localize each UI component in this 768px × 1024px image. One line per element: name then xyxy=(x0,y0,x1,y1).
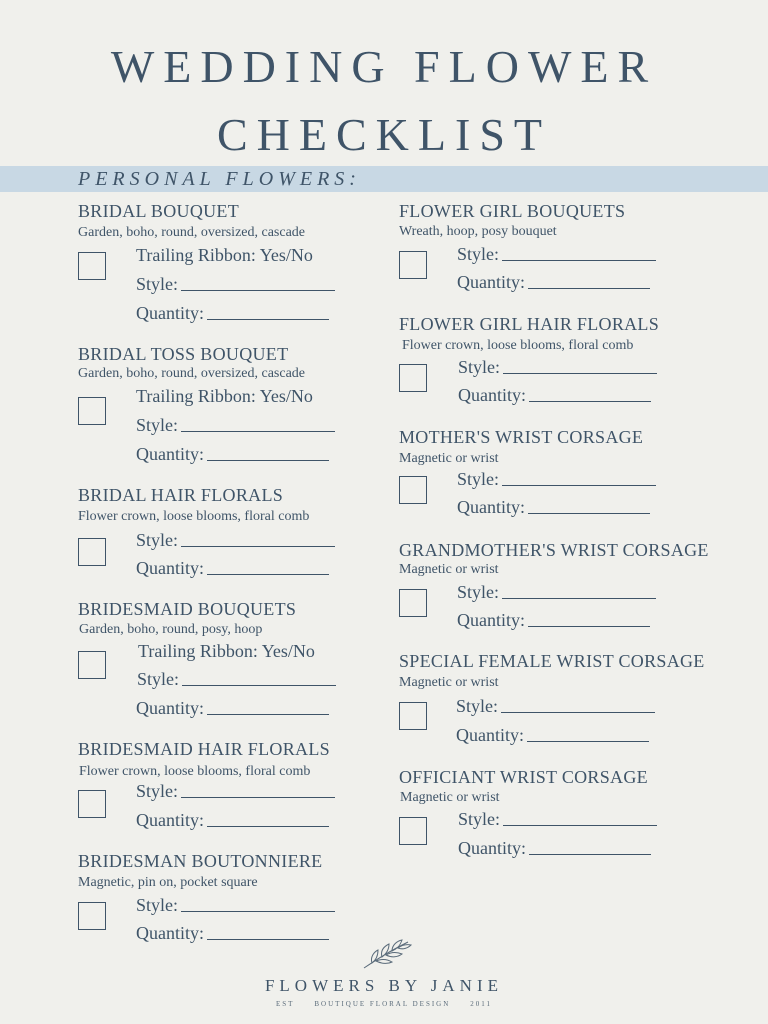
style-row: Style: xyxy=(458,358,657,376)
checkbox[interactable] xyxy=(78,538,106,566)
checkbox[interactable] xyxy=(78,902,106,930)
checkbox[interactable] xyxy=(399,476,427,504)
floral-sprig-icon xyxy=(358,936,414,972)
style-row: Style: xyxy=(136,275,335,293)
checklist-item-bridesmaid-bouquets xyxy=(78,599,315,718)
quantity-field[interactable] xyxy=(207,318,329,320)
checklist-item-mothers-wrist-corsage xyxy=(399,427,644,517)
style-row: Style: xyxy=(137,670,336,688)
quantity-row: Quantity: xyxy=(458,386,651,404)
checkbox[interactable] xyxy=(78,397,106,425)
quantity-row: Quantity: xyxy=(136,304,329,322)
style-row: Style: xyxy=(457,245,656,263)
quantity-field[interactable] xyxy=(529,400,651,402)
checklist-item-grandmothers-wrist-corsage xyxy=(399,540,709,630)
quantity-row: Quantity: xyxy=(136,559,329,577)
quantity-row: Quantity: xyxy=(457,273,650,291)
item-heading: BRIDESMAN BOUTONNIERE xyxy=(78,851,323,871)
style-field[interactable] xyxy=(182,684,336,686)
style-field[interactable] xyxy=(501,711,655,713)
item-description: Garden, boho, round, posy, hoop xyxy=(79,622,263,637)
quantity-field[interactable] xyxy=(207,459,329,461)
trailing-ribbon-row: Trailing Ribbon: Yes/No xyxy=(136,386,313,406)
checkbox[interactable] xyxy=(78,252,106,280)
style-field[interactable] xyxy=(503,372,657,374)
checklist-item-officiant-wrist-corsage xyxy=(399,767,648,858)
style-field[interactable] xyxy=(181,796,335,798)
quantity-field[interactable] xyxy=(528,625,650,627)
style-field[interactable] xyxy=(503,824,657,826)
section-title: PERSONAL FLOWERS: xyxy=(78,168,361,190)
style-field[interactable] xyxy=(181,430,335,432)
item-description: Garden, boho, round, oversized, cascade xyxy=(78,366,306,381)
checklist-item-bridal-hair-florals xyxy=(78,485,310,578)
quantity-field[interactable] xyxy=(529,853,651,855)
item-description: Magnetic or wrist xyxy=(399,451,499,466)
checkbox[interactable] xyxy=(399,251,427,279)
trailing-ribbon-row: Trailing Ribbon: Yes/No xyxy=(138,641,315,661)
quantity-row: Quantity: xyxy=(136,924,329,942)
item-heading: BRIDESMAID HAIR FLORALS xyxy=(78,739,330,759)
item-description: Magnetic or wrist xyxy=(399,562,499,577)
section-band xyxy=(0,166,768,192)
quantity-field[interactable] xyxy=(528,287,650,289)
item-description: Flower crown, loose blooms, floral comb xyxy=(78,509,310,524)
checkbox[interactable] xyxy=(78,790,106,818)
item-description: Magnetic, pin on, pocket square xyxy=(78,875,258,890)
quantity-field[interactable] xyxy=(207,713,329,715)
item-heading: BRIDAL TOSS BOUQUET xyxy=(78,344,289,364)
quantity-row: Quantity: xyxy=(458,839,651,857)
quantity-field[interactable] xyxy=(528,512,650,514)
quantity-row: Quantity: xyxy=(136,445,329,463)
item-heading: GRANDMOTHER'S WRIST CORSAGE xyxy=(399,540,709,560)
item-description: Flower crown, loose blooms, floral comb xyxy=(402,338,634,353)
quantity-field[interactable] xyxy=(527,740,649,742)
item-description: Magnetic or wrist xyxy=(400,790,500,805)
style-field[interactable] xyxy=(181,289,335,291)
checkbox[interactable] xyxy=(399,817,427,845)
quantity-row: Quantity: xyxy=(457,498,650,516)
item-heading: SPECIAL FEMALE WRIST CORSAGE xyxy=(399,651,705,671)
style-row: Style: xyxy=(457,583,656,601)
checkbox[interactable] xyxy=(399,589,427,617)
item-heading: FLOWER GIRL HAIR FLORALS xyxy=(399,314,660,334)
style-row: Style: xyxy=(136,896,335,914)
item-heading: FLOWER GIRL BOUQUETS xyxy=(399,201,626,221)
quantity-row: Quantity: xyxy=(457,611,650,629)
quantity-field[interactable] xyxy=(207,825,329,827)
style-row: Style: xyxy=(458,810,657,828)
item-heading: BRIDAL HAIR FLORALS xyxy=(78,485,284,505)
style-field[interactable] xyxy=(502,484,656,486)
quantity-row: Quantity: xyxy=(136,811,329,829)
style-row: Style: xyxy=(136,416,335,434)
checkbox[interactable] xyxy=(399,702,427,730)
style-field[interactable] xyxy=(181,910,335,912)
page-title-line-2: CHECKLIST xyxy=(217,109,551,160)
brand-logo-text: FLOWERS BY JANIE xyxy=(264,976,504,995)
style-row: Style: xyxy=(136,782,335,800)
checklist-item-special-female-wrist-corsage xyxy=(399,651,705,745)
quantity-field[interactable] xyxy=(207,573,329,575)
checklist-item-bridesman-boutonniere xyxy=(78,851,323,943)
trailing-ribbon-row: Trailing Ribbon: Yes/No xyxy=(136,245,313,265)
style-field[interactable] xyxy=(502,259,656,261)
item-heading: MOTHER'S WRIST CORSAGE xyxy=(399,427,644,447)
quantity-row: Quantity: xyxy=(456,726,649,744)
checkbox[interactable] xyxy=(399,364,427,392)
checklist-item-bridesmaid-hair-florals xyxy=(78,739,330,830)
style-row: Style: xyxy=(456,697,655,715)
page-title-line-1: WEDDING FLOWER xyxy=(110,41,658,92)
checklist-item-bridal-bouquet xyxy=(78,201,313,323)
brand-tagline: EST BOUTIQUE FLORAL DESIGN 2011 xyxy=(275,1000,493,1008)
item-description: Wreath, hoop, posy bouquet xyxy=(399,224,557,239)
checklist-item-flower-girl-bouquets xyxy=(399,201,626,292)
item-heading: OFFICIANT WRIST CORSAGE xyxy=(399,767,648,787)
style-field[interactable] xyxy=(181,545,335,547)
item-description: Garden, boho, round, oversized, cascade xyxy=(78,225,306,240)
style-row: Style: xyxy=(136,531,335,549)
quantity-field[interactable] xyxy=(207,938,329,940)
checkbox[interactable] xyxy=(78,651,106,679)
item-description: Flower crown, loose blooms, floral comb xyxy=(79,764,311,779)
checklist-item-bridal-toss-bouquet xyxy=(78,344,313,464)
item-heading: BRIDAL BOUQUET xyxy=(78,201,240,221)
style-row: Style: xyxy=(457,470,656,488)
style-field[interactable] xyxy=(502,597,656,599)
item-description: Magnetic or wrist xyxy=(399,675,499,690)
quantity-row: Quantity: xyxy=(136,699,329,717)
item-heading: BRIDESMAID BOUQUETS xyxy=(78,599,297,619)
checklist-item-flower-girl-hair-florals xyxy=(399,314,660,405)
